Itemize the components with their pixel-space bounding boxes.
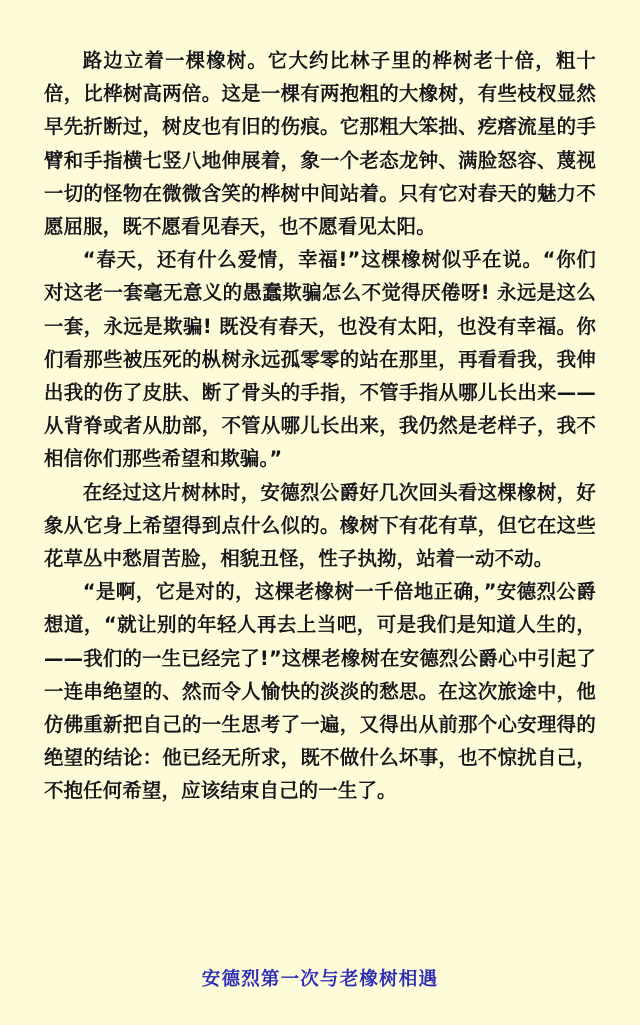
paragraph-2: “春天，还有什么爱情，幸福!”这棵橡树似乎在说。“你们对这老一套毫无意义的愚蠢欺骗怎么不觉得厌倦呀! 永远是这么一套，永远是欺骗! 既没有春天，也没有太阳，也没有幸福。你们看那些被压死的枞树永远孤零零的站在那里，再看看我，我伸出我的伤了皮肤、断了骨头的手指，不管手指从哪儿长出来——从背脊或者从肋部，不管从哪儿长出来，我仍然是老样子，我不相信你们那些希望和欺骗。”: [44, 248, 596, 471]
document-body: [44, 44, 596, 808]
paragraph-1: 路边立着一棵橡树。它大约比林子里的桦树老十倍，粗十倍，比桦树高两倍。这是一棵有两抱粗的大橡树，有些枝杈显然早先折断过，树皮也有旧的伤痕。它那粗大笨拙、疙瘩流星的手臂和手指横七竖八地伸展着，象一个老态龙钟、满脸怒容、蔑视一切的怪物在微微含笑的桦树中间站着。只有它对春天的魅力不愿屈服，既不愿看见春天，也不愿看见太阳。: [44, 49, 596, 239]
paragraph-3: 在经过这片树林时，安德烈公爵好几次回头看这棵橡树，好象从它身上希望得到点什么似的。橡树下有花有草，但它在这些花草丛中愁眉苦脸，相貌丑怪，性子执拗，站着一动不动。: [44, 480, 596, 571]
image-caption: 安德烈第一次与老橡树相遇: [201, 969, 439, 990]
paragraph-4: “是啊，它是对的，这棵老橡树一千倍地正确，”安德烈公爵想道，“就让别的年轻人再去上当吧，可是我们是知道人生的，——我们的一生已经完了!”这棵老橡树在安德烈公爵心中引起了一连串绝望的、然而令人愉快的淡淡的愁思。在这次旅途中，他仿佛重新把自己的一生思考了一遍，又得出从前那个心安理得的绝望的结论：他已经无所求，既不做什么坏事，也不惊扰自己，不抱任何希望，应该结束自己的一生了。: [44, 580, 596, 803]
